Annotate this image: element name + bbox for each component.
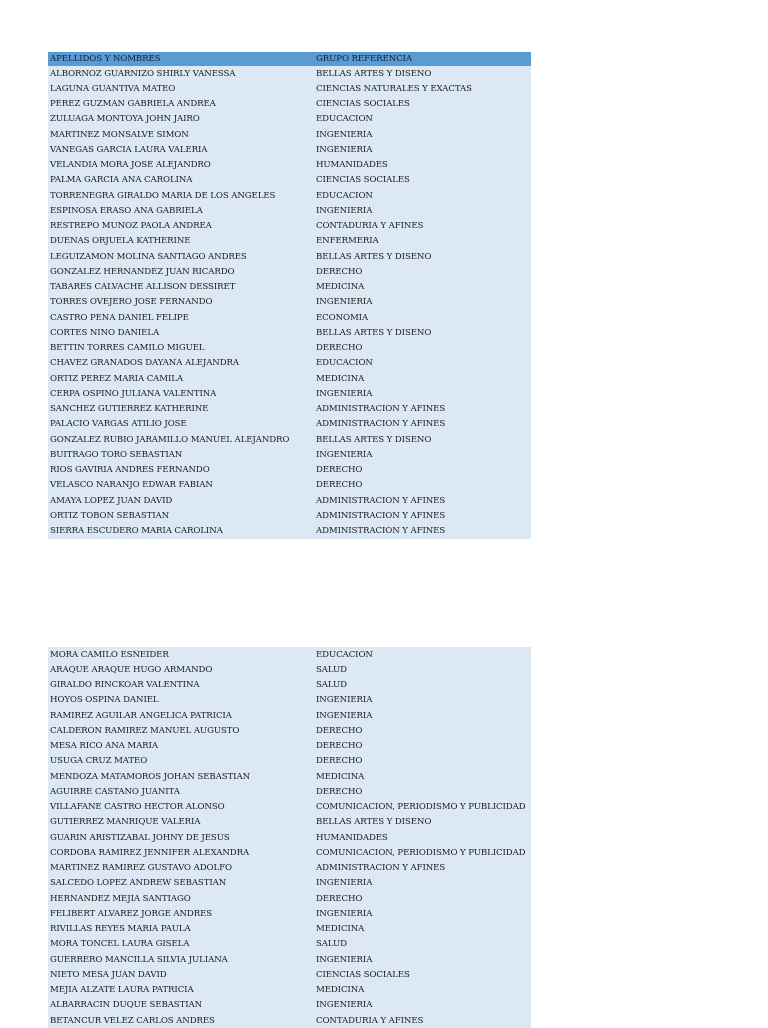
student-table-2 (48, 647, 531, 1028)
table-row (48, 723, 531, 738)
reference-group: BELLAS ARTES Y DISEÑO (316, 68, 432, 79)
student-name: MARTINEZ MONSALVE SIMON (50, 129, 189, 140)
reference-group: CONTADURÍA Y AFINES (316, 1015, 424, 1026)
reference-group: HUMANIDADES (316, 832, 388, 843)
table-row (48, 310, 531, 325)
table-row (48, 173, 531, 188)
reference-group: DERECHO (316, 343, 363, 354)
table-row (48, 417, 531, 432)
table-row (48, 478, 531, 493)
table-row (48, 432, 531, 447)
reference-group: INGENIERÍA (316, 1000, 373, 1011)
student-name: BETANCUR VÉLEZ CARLOS ANDRES (50, 1015, 215, 1026)
student-name: CORDOBA RAMIREZ JENNIFER ALEXANDRA (50, 847, 250, 858)
table-row (48, 508, 531, 523)
student-name: TORRES OVEJERO JOSE FERNANDO (50, 297, 213, 308)
reference-group: EDUCACIÓN (316, 649, 373, 660)
reference-group: EDUCACIÓN (316, 190, 373, 201)
student-name: CORTES NIÑO DANIELA (50, 327, 160, 338)
reference-group: INGENIERÍA (316, 908, 373, 919)
student-name: CHAVEZ GRANADOS DAYANA ALEJANDRA (50, 358, 239, 369)
reference-group: EDUCACIÓN (316, 358, 373, 369)
table-row (48, 1013, 531, 1028)
table-row (48, 524, 531, 539)
reference-group: INGENIERÍA (316, 297, 373, 308)
reference-group: COMUNICACIÓN, PERIODISMO Y PUBLICIDAD (316, 847, 526, 858)
student-name: AMAYA LOPEZ JUAN DAVID (50, 495, 173, 506)
reference-group: INGENIERÍA (316, 449, 373, 460)
student-name: NIETO MESA JUAN DAVID (50, 969, 167, 980)
reference-group: ADMINISTRACIÓN Y AFINES (316, 404, 446, 415)
table-row (48, 800, 531, 815)
student-name: RIOS GAVIRIA ANDRÉS FERNANDO (50, 465, 210, 476)
table-row (48, 402, 531, 417)
reference-group: INGENIERÍA (316, 144, 373, 155)
student-name: MEJÍA ALZATE LAURA PATRICIA (50, 985, 194, 996)
reference-group: ADMINISTRACIÓN Y AFINES (316, 510, 446, 521)
student-name: PALMA GARCIA ANA CAROLINA (50, 175, 193, 186)
table-row (48, 280, 531, 295)
student-name: LEGUIZAMON MOLINA SANTIAGO ANDRES (50, 251, 247, 262)
table-row (48, 112, 531, 127)
table-row (48, 983, 531, 998)
reference-group: ECONOMÍA (316, 312, 369, 323)
student-name: ARAQUE ARAQUE HUGO ARMANDO (50, 664, 213, 675)
reference-group: CIENCIAS SOCIALES (316, 99, 410, 110)
reference-group: BELLAS ARTES Y DISEÑO (316, 327, 432, 338)
table-row (48, 876, 531, 891)
table-row (48, 739, 531, 754)
table-row (48, 906, 531, 921)
student-name: CERPA OSPINO JULIANA VALENTINA (50, 388, 217, 399)
student-name: ORTIZ TOBON SEBASTIAN (50, 510, 170, 521)
reference-group: INGENIERÍA (316, 695, 373, 706)
reference-group: MEDICINA (316, 373, 365, 384)
table-row (48, 81, 531, 96)
table-row (48, 891, 531, 906)
student-name: SALCEDO LOPEZ ANDREW SEBASTIAN (50, 878, 227, 889)
student-name: MESA RICO ANA MARIA (50, 741, 158, 752)
reference-group: DERECHO (316, 725, 363, 736)
reference-group: DERECHO (316, 741, 363, 752)
reference-group: EDUCACIÓN (316, 114, 373, 125)
student-name: CASTRO PEÑA DANIEL FELIPE (50, 312, 189, 323)
reference-group: ADMINISTRACIÓN Y AFINES (316, 495, 446, 506)
table-row (48, 234, 531, 249)
student-name: RIVILLAS REYES MARIA PAULA (50, 924, 191, 935)
reference-group: CONTADURÍA Y AFINES (316, 221, 424, 232)
student-name: GUERRERO MANCILLA SILVIA JULIANA (50, 954, 228, 965)
table-row (48, 341, 531, 356)
student-name: VILLAFAÑE CASTRO HECTOR ALONSO (50, 802, 225, 813)
reference-group: INGENIERÍA (316, 205, 373, 216)
student-name: MORA CAMILO ESNEIDER (50, 649, 169, 660)
reference-group: ENFERMERÍA (316, 236, 379, 247)
table-row (48, 952, 531, 967)
student-name: AGUIRRE CASTAÑO JUANITA (50, 786, 180, 797)
table-row (48, 66, 531, 81)
reference-group: INGENIERÍA (316, 954, 373, 965)
student-name: VELANDIA MORA JOSÉ ALEJANDRO (50, 160, 211, 171)
student-name: GIRALDO RINCKOAR VALENTINA (50, 680, 200, 691)
reference-group: BELLAS ARTES Y DISEÑO (316, 251, 432, 262)
table-row (48, 784, 531, 799)
student-name: ORTIZ PEREZ MARIA CAMILA (50, 373, 183, 384)
student-table-1 (48, 52, 531, 539)
reference-group: DERECHO (316, 465, 363, 476)
table-header (48, 52, 531, 66)
student-name: VELASCO NARANJO EDWAR FABIAN (50, 480, 213, 491)
table-row (48, 967, 531, 982)
reference-group: MEDICINA (316, 924, 365, 935)
student-name: CALDERON RAMIREZ MANUEL AUGUSTO (50, 725, 240, 736)
table-row (48, 249, 531, 264)
table-row (48, 463, 531, 478)
table-row (48, 158, 531, 173)
table-row (48, 998, 531, 1013)
table-row (48, 922, 531, 937)
student-name: SANCHEZ GUTIERREZ KATHERINE (50, 404, 209, 415)
reference-group: DERECHO (316, 480, 363, 491)
student-name: ESPINOSA ERASO ANA GABRIELA (50, 205, 203, 216)
student-name: HERNÁNDEZ MEJÍA SANTIAGO (50, 893, 191, 904)
student-name: ALBORNOZ GUARNIZO SHIRLY VANESSA (50, 68, 236, 79)
student-name: PALACIO VARGAS ATILIO JOSE (50, 419, 187, 430)
student-name: TORRENEGRA GIRALDO MARIA DE LOS ANGELES (50, 190, 276, 201)
student-name: GUTIÉRREZ MANRIQUE VALERIA (50, 817, 201, 828)
reference-group: ADMINISTRACIÓN Y AFINES (316, 526, 446, 537)
table-row (48, 295, 531, 310)
table-row (48, 356, 531, 371)
student-name: FELIBERT ALVAREZ JORGE ANDRES (50, 908, 213, 919)
table-row (48, 142, 531, 157)
table-row (48, 219, 531, 234)
student-name: BUITRAGO TORO SEBASTIÁN (50, 449, 183, 460)
table-row (48, 678, 531, 693)
reference-group: INGENIERÍA (316, 710, 373, 721)
student-name: ALBARRACIN DUQUE SEBASTIAN (50, 1000, 203, 1011)
student-name: MORA TONCEL LAURA GISELA (50, 939, 190, 950)
student-name: ÚSUGA CRUZ MATEO (50, 756, 148, 767)
reference-group: MEDICINA (316, 771, 365, 782)
table-row (48, 754, 531, 769)
reference-group: DERECHO (316, 266, 363, 277)
student-name: MARTINEZ RAMIREZ GUSTAVO ADOLFO (50, 863, 232, 874)
student-name: RESTREPO MUÑOZ PAOLA ANDREA (50, 221, 212, 232)
student-name: GONZALEZ HERNANDEZ JUAN RICARDO (50, 266, 235, 277)
reference-group: BELLAS ARTES Y DISEÑO (316, 434, 432, 445)
table-row (48, 937, 531, 952)
table-row (48, 447, 531, 462)
table-row (48, 830, 531, 845)
header-group: GRUPO REFERENCIA (316, 54, 412, 64)
reference-group: SALUD (316, 939, 347, 950)
table-row (48, 97, 531, 112)
table-row (48, 188, 531, 203)
reference-group: SALUD (316, 664, 347, 675)
student-name: GONZALEZ RUBIO JARAMILLO MANUEL ALEJANDRO (50, 434, 290, 445)
student-name: RAMIREZ AGUILAR ANGELICA PATRICIA (50, 710, 232, 721)
table-row (48, 769, 531, 784)
student-name: TABARES CALVACHE ALLISON DESSIRET (50, 282, 236, 293)
table-row (48, 693, 531, 708)
student-name: MENDOZA MATAMOROS JOHAN SEBASTIAN (50, 771, 250, 782)
table-row (48, 647, 531, 662)
reference-group: MEDICINA (316, 282, 365, 293)
table-row (48, 845, 531, 860)
student-name: GUARIN ARISTIZABAL JOHNY DE JESÚS (50, 832, 230, 843)
reference-group: BELLAS ARTES Y DISEÑO (316, 817, 432, 828)
reference-group: ADMINISTRACIÓN Y AFINES (316, 863, 446, 874)
student-name: HOYOS OSPINA DANIEL (50, 695, 159, 706)
reference-group: DERECHO (316, 893, 363, 904)
reference-group: ADMINISTRACIÓN Y AFINES (316, 419, 446, 430)
table-row (48, 371, 531, 386)
header-name: APELLIDOS Y NOMBRES (50, 54, 161, 64)
reference-group: DERECHO (316, 786, 363, 797)
table-row (48, 708, 531, 723)
reference-group: INGENIERÍA (316, 129, 373, 140)
table-row (48, 662, 531, 677)
student-name: PÉREZ GUZMÁN GABRIELA ANDREA (50, 99, 216, 110)
reference-group: CIENCIAS NATURALES Y EXACTAS (316, 83, 472, 94)
student-name: VANEGAS GARCIA LAURA VALERIA (50, 144, 208, 155)
table-row (48, 815, 531, 830)
student-name: DUEÑAS ORJUELA KATHERINE (50, 236, 191, 247)
reference-group: SALUD (316, 680, 347, 691)
reference-group: COMUNICACIÓN, PERIODISMO Y PUBLICIDAD (316, 802, 526, 813)
student-name: LAGUNA GUANTIVA MATEO (50, 83, 176, 94)
student-name: BETTIN TORRES CAMILO MIGUEL (50, 343, 205, 354)
table-row (48, 264, 531, 279)
reference-group: CIENCIAS SOCIALES (316, 969, 410, 980)
reference-group: MEDICINA (316, 985, 365, 996)
student-name: SIERRA ESCUDERO MARÍA CAROLINA (50, 526, 223, 537)
table-row (48, 127, 531, 142)
reference-group: DERECHO (316, 756, 363, 767)
table-row (48, 386, 531, 401)
reference-group: INGENIERÍA (316, 388, 373, 399)
table-row (48, 493, 531, 508)
reference-group: CIENCIAS SOCIALES (316, 175, 410, 186)
reference-group: HUMANIDADES (316, 160, 388, 171)
reference-group: INGENIERÍA (316, 878, 373, 889)
table-row (48, 203, 531, 218)
table-row (48, 861, 531, 876)
student-name: ZULUAGA MONTOYA JOHN JAIRO (50, 114, 200, 125)
table-row (48, 325, 531, 340)
